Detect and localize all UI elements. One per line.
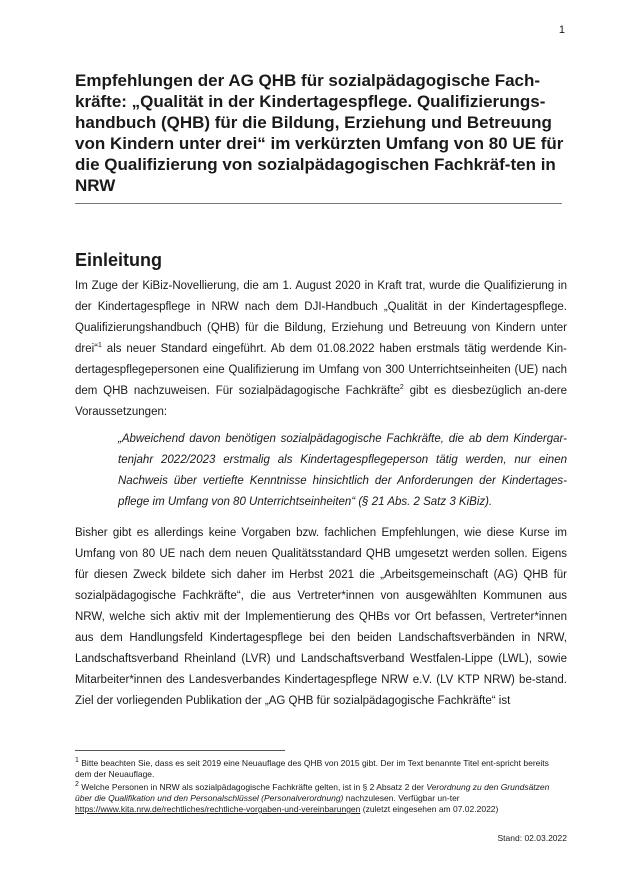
footnote-2-italic: Verordnung zu den Grundsätzen über die Qualifikation und den Personalschlüssel (Personalverordnung) bbox=[75, 782, 550, 803]
intro-text-part2: als neuer Standard eingeführt. Ab dem 01.08.2022 haben erstmals tätig werdende Kin-dertagespflegepersonen eine Qualifizierung im Umfang von 300 Unterrichtseinheiten (UE) nach dem QHB nachzuweisen. Für sozialpädagogische Fachkräfte bbox=[75, 343, 567, 397]
footnote-2-number: 2 bbox=[75, 781, 79, 789]
document-title: Empfehlungen der AG QHB für sozialpädagogische Fach-kräfte: „Qualität in der Kindertagespflege. Qualifizierungs-handbuch (QHB) für die Bildung, Erziehung und Betreuung von Kindern unter drei“ im verkürzten Umfang von 80 UE für die Qualifizierung von sozialpädagogischen Fachkräf-ten in NRW bbox=[75, 71, 564, 195]
footnote-2-text-b: nachzulesen. Verfügbar un-ter bbox=[343, 793, 460, 803]
page-number: 1 bbox=[558, 24, 565, 36]
footnote-1-number: 1 bbox=[75, 757, 79, 765]
footnote-2-text-a: Welche Personen in NRW als sozialpädagogische Fachkräfte gelten, ist in § 2 Absatz 2 der bbox=[78, 782, 427, 792]
intro-text-part3: gibt es diesbezüglich an-dere Voraussetzungen: bbox=[75, 385, 568, 418]
footnote-2-link[interactable]: https://www.kita.nrw.de/rechtliches/rechtliche-vorgaben-und-vereinbarungen bbox=[75, 804, 361, 814]
footnote-1-text: Bitte beachten Sie, dass es seit 2019 eine Neuauflage des QHB von 2015 gibt. Der im Text benannte Titel ent-spricht bereits dem der Neuauflage. bbox=[75, 758, 549, 779]
intro-paragraph bbox=[75, 276, 567, 423]
footnote-ref-2[interactable]: 2 bbox=[399, 384, 404, 392]
footnote-1 bbox=[75, 758, 567, 780]
footnotes bbox=[75, 758, 567, 817]
title-divider bbox=[75, 203, 562, 204]
body-paragraph-2: Bisher gibt es allerdings keine Vorgaben bzw. fachlichen Empfehlungen, wie diese Kurse im Umfang von 80 UE nach dem neuen Qualitätsstandard QHB umgesetzt werden sollen. Eigens für diesen Zweck bildete sich daher im Herbst 2021 die „Arbeitsgemeinschaft (AG) QHB für sozialpädagogische Fachkräfte“, die aus Vertreter*innen von ausgewählten Kommunen aus NRW, welche sich aktiv mit der Implementierung des QHBs vor Ort befassen, Vertreter*innen aus dem Handlungsfeld Kindertagespflege bei den beiden Landschaftsverbänden in NRW, Landschaftsverband Rheinland (LVR) und Landschaftsverband Westfalen-Lippe (LWL), sowie Mitarbeiter*innen des Landesverbandes Kindertagespflege NRW e.V. (LV KTP NRW) be-stand. Ziel der vorliegenden Publikation der „AG QHB für sozialpädagogische Fachkräfte“ ist bbox=[75, 527, 567, 707]
footnote-2 bbox=[75, 782, 567, 815]
intro-text-part1: Im Zuge der KiBiz-Novellierung, die am 1. August 2020 in Kraft trat, wurde die Qualifizierung in der Kindertagespflege in NRW nach dem DJI-Handbuch „Qualität in der Kindertagespflege. Qualifizierungshandbuch (QHB) für die Bildung, Erziehung und Betreuung von Kindern unter drei“ bbox=[75, 280, 567, 355]
stand-date: Stand: 02.03.2022 bbox=[497, 833, 567, 843]
footnote-2-text-c: (zuletzt eingesehen am 07.02.2022) bbox=[360, 804, 499, 814]
section-heading: Einleitung bbox=[75, 250, 162, 270]
footnote-divider bbox=[75, 750, 285, 751]
footnote-ref-1[interactable]: 1 bbox=[98, 342, 102, 350]
legal-quote: „Abweichend davon benötigen sozialpädagogische Fachkräfte, die ab dem Kindergar-tenjahr 2022/2023 erstmalig als Kindertagespflegeperson tätig werden, nur einen Nachweis über vertiefte Kenntnisse hinsichtlich der Anforderungen der Kindertages-pflege im Umfang von 80 Unterrichtseinheiten“ (§ 21 Abs. 2 Satz 3 KiBiz). bbox=[118, 433, 567, 508]
